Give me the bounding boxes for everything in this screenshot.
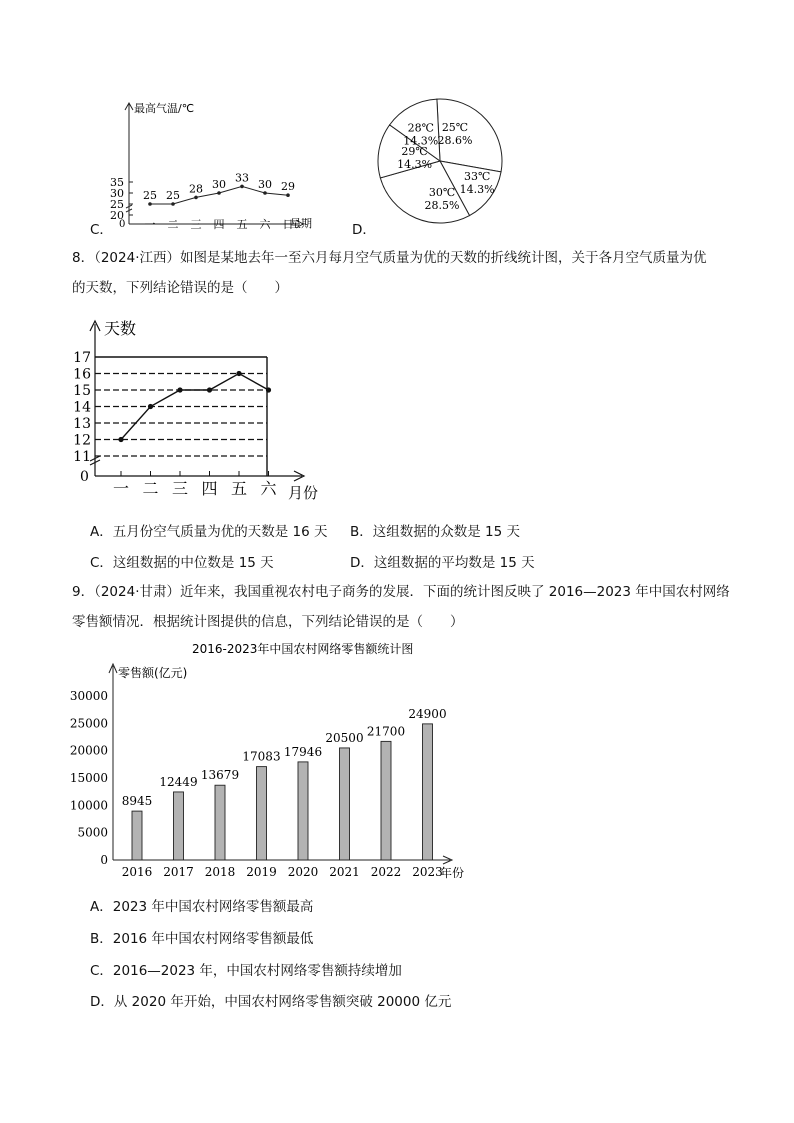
q7-xtick-label: 三 — [190, 218, 202, 231]
q9-xlabel: 年份 — [440, 866, 465, 880]
q7-xtick-label: 一 — [144, 218, 156, 231]
q9-line2: 零售额情况．根据统计图提供的信息，下列结论错误的是（ ） — [72, 614, 464, 630]
q8-ytick-label: 17 — [73, 350, 91, 366]
q8-xlabel: 月份 — [288, 484, 319, 502]
q7-data-point — [171, 202, 175, 206]
q8-ytick-label: 16 — [73, 366, 91, 383]
q7-pie-label: 28℃ — [407, 121, 434, 135]
q7-ytick-label: 30 — [110, 187, 124, 200]
q7-data-point — [194, 196, 198, 200]
q9-option-a: A．2023 年中国农村网络零售额最高 — [90, 899, 314, 915]
q8-line1: 8．（2024·江西）如图是某地去年一至六月每月空气质量为优的天数的折线统计图，关于各月空气质量为优 — [72, 250, 707, 266]
q7-data-label: 28 — [189, 182, 203, 196]
q9-ylabel: 零售额(亿元) — [118, 666, 188, 680]
q9-chart-title: 2016-2023年中国农村网络零售额统计图 — [192, 642, 414, 656]
q8-option-b: B．这组数据的众数是 15 天 — [350, 524, 521, 540]
q9-value-label: 24900 — [408, 706, 447, 721]
q8-data-point — [148, 404, 153, 409]
q9-bar-chart — [70, 636, 480, 886]
option-c-letter: C． — [90, 222, 113, 238]
q7-xtick-label: 四 — [213, 218, 225, 231]
q7-data-point — [217, 191, 221, 195]
q7-temperature-line-chart — [100, 96, 330, 236]
q8-xtick-label: 一 — [112, 479, 130, 498]
q7-data-label: 25 — [143, 189, 157, 202]
q8-option-c: C．这组数据的中位数是 15 天 — [90, 555, 274, 571]
q7-data-label: 29 — [281, 180, 295, 194]
q8-xtick-label: 四 — [201, 479, 218, 498]
q7-ytick-label: 35 — [110, 176, 124, 189]
q8-data-point — [266, 387, 271, 392]
option-d-letter: D． — [352, 222, 376, 238]
q9-text — [72, 577, 772, 637]
q8-ytick-label: 13 — [73, 416, 91, 432]
q7-data-label: 30 — [212, 178, 226, 191]
q7-xtick-label: 日 — [282, 218, 294, 231]
q7-xtick-label: 五 — [236, 218, 248, 231]
q7-data-label: 25 — [166, 189, 180, 202]
q9-xtick-label: 2020 — [287, 865, 319, 879]
q7-xtick-label: 六 — [259, 218, 271, 231]
q8-data-point — [207, 387, 212, 392]
q9-bar — [423, 724, 433, 860]
q9-xtick-label: 2023 — [412, 865, 443, 879]
q8-data-point — [118, 437, 123, 442]
q8-line2: 的天数，下列结论错误的是（ ） — [72, 280, 288, 296]
q9-bar — [340, 748, 350, 860]
q7-data-point — [240, 185, 244, 189]
q7-ytick-label: 25 — [110, 198, 124, 211]
q9-ytick-label: 10000 — [70, 798, 108, 813]
q9-value-label: 8945 — [121, 794, 153, 809]
q9-value-label: 17946 — [283, 744, 323, 759]
q7-data-point — [148, 202, 152, 206]
q7-pie-label: 33℃ — [463, 170, 491, 184]
q9-ytick-label: 15000 — [70, 771, 108, 785]
q7-ylabel: 最高气温/℃ — [134, 102, 195, 115]
q9-option-c: C．2016—2023 年，中国农村网络零售额持续增加 — [90, 963, 402, 979]
q7-pie-label: 30℃ — [428, 186, 456, 200]
q8-ytick-label: 12 — [73, 432, 91, 449]
q9-option-b: B．2016 年中国农村网络零售额最低 — [90, 931, 314, 947]
q9-bar — [381, 741, 391, 860]
q9-ytick-label: 5000 — [77, 825, 108, 840]
q9-xtick-label: 2017 — [163, 865, 194, 879]
q7-pie-label: 29℃ — [401, 144, 428, 158]
q9-bar — [132, 811, 142, 860]
q7-ytick-label: 20 — [110, 209, 124, 222]
q8-ylabel: 天数 — [104, 319, 137, 338]
q7-pie-percent: 28.5% — [424, 199, 460, 213]
q7-pie-percent: 14.3% — [403, 134, 439, 148]
q7-pie-percent: 14.3% — [397, 157, 433, 171]
q8-ytick-label: 11 — [73, 449, 91, 465]
q7-data-label: 33 — [235, 171, 249, 185]
q7-xtick-label: 二 — [167, 218, 179, 231]
q9-xtick-label: 2022 — [370, 865, 402, 879]
q9-bar — [215, 785, 225, 860]
q9-value-label: 17083 — [242, 749, 281, 764]
q8-origin: 0 — [80, 469, 89, 485]
q8-text — [72, 243, 772, 303]
q9-xtick-label: 2018 — [204, 865, 236, 879]
q9-ytick-label: 30000 — [70, 689, 108, 703]
q8-xtick-label: 二 — [142, 479, 159, 498]
q9-xtick-label: 2019 — [246, 865, 277, 879]
q9-value-label: 12449 — [159, 774, 198, 789]
q9-value-label: 21700 — [366, 724, 406, 739]
q9-line1: 9．（2024·甘肃）近年来，我国重视农村电子商务的发展．下面的统计图反映了 2016—2023 年中国农村网络 — [72, 584, 730, 600]
q7-data-point — [286, 193, 290, 197]
q8-days-line-chart — [70, 316, 350, 506]
q9-value-label: 20500 — [325, 730, 364, 745]
q7-origin: 0 — [119, 219, 126, 230]
q8-ytick-label: 15 — [73, 383, 91, 399]
q9-bar — [174, 792, 184, 860]
q7-temperature-pie-chart — [372, 97, 512, 227]
q8-ytick-label: 14 — [73, 399, 91, 416]
q8-option-a: A．五月份空气质量为优的天数是 16 天 — [90, 524, 328, 540]
q9-xtick-label: 2016 — [121, 865, 153, 879]
q9-xtick-label: 2021 — [329, 865, 360, 879]
q9-ytick-label: 25000 — [70, 716, 108, 731]
q8-xtick-label: 五 — [230, 479, 248, 498]
q9-bar — [298, 762, 308, 860]
q7-pie-label: 25℃ — [441, 121, 469, 135]
q7-pie-percent: 14.3% — [459, 183, 495, 197]
q8-option-d: D．这组数据的平均数是 15 天 — [350, 555, 535, 571]
q9-ytick-label: 20000 — [70, 743, 108, 758]
q7-data-point — [263, 191, 267, 195]
q9-option-d: D．从 2020 年开始，中国农村网络零售额突破 20000 亿元 — [90, 994, 452, 1010]
q9-bar — [257, 767, 267, 860]
q8-xtick-label: 六 — [260, 479, 277, 498]
q7-pie-percent: 28.6% — [437, 134, 473, 148]
q7-data-label: 30 — [258, 178, 272, 191]
q8-data-point — [177, 387, 182, 392]
q8-xtick-label: 三 — [171, 479, 189, 498]
q9-value-label: 13679 — [200, 768, 240, 783]
q8-data-point — [236, 371, 241, 376]
q7-xlabel: 星期 — [290, 217, 312, 230]
q9-ytick-label: 0 — [100, 853, 108, 867]
